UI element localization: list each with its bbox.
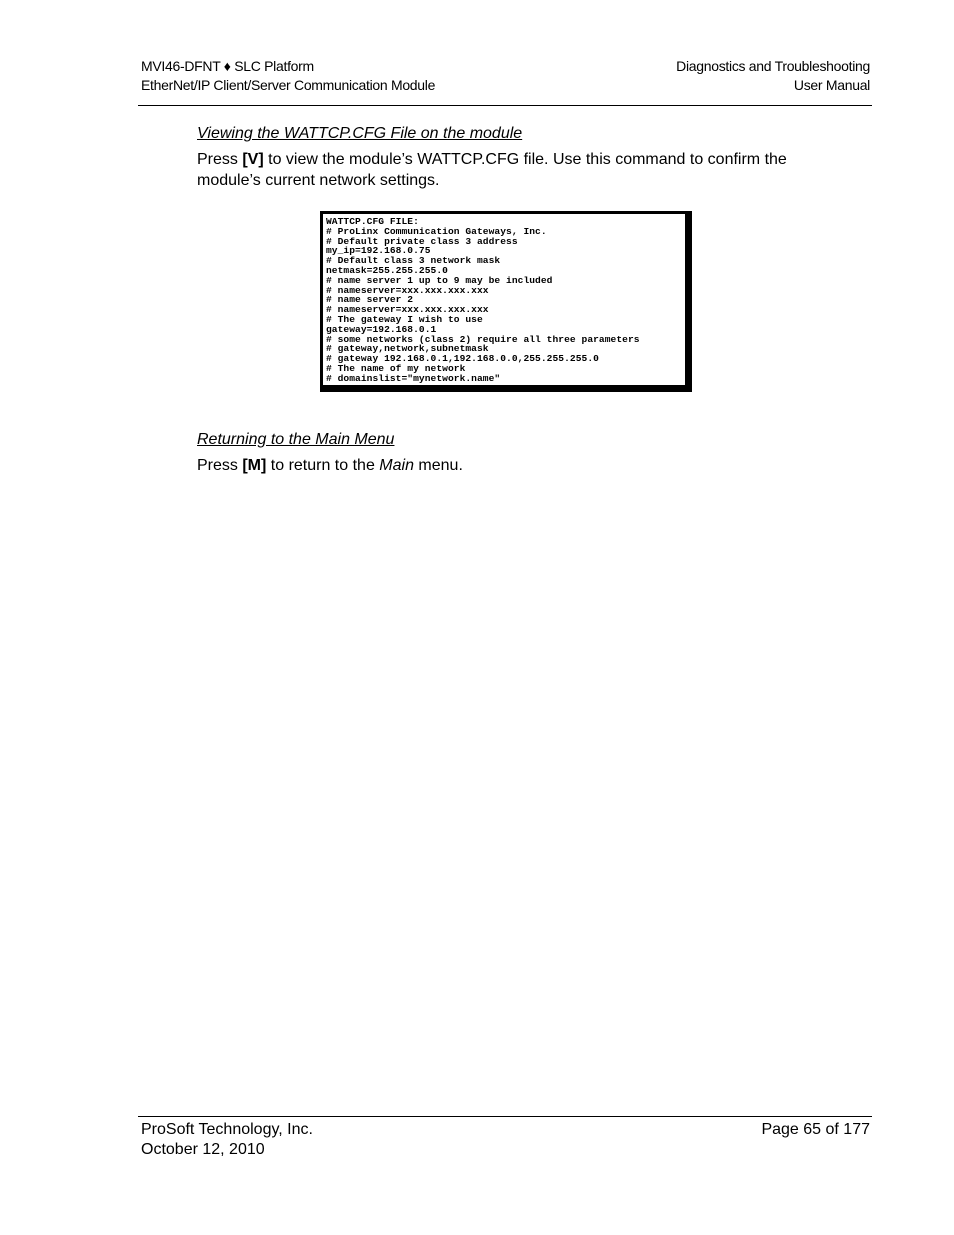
header-left [141, 57, 435, 95]
header-product: MVI46-DFNT ♦ SLC Platform [141, 58, 314, 74]
terminal-line: # Default class 3 network mask [326, 255, 501, 267]
section-paragraph-wattcp [197, 149, 837, 191]
header-module: EtherNet/IP Client/Server Communication Module [141, 77, 436, 93]
terminal-line: netmask=255.255.255.0 [326, 264, 448, 276]
terminal-line: # some networks (class 2) require all three parameters [326, 333, 640, 345]
key-m: [M] [242, 457, 267, 474]
para-text-end: menu. [413, 457, 463, 474]
terminal-line: gateway=192.168.0.1 [326, 323, 437, 335]
footer-date: October 12, 2010 [141, 1141, 265, 1158]
footer-divider [138, 1116, 872, 1117]
footer-company: ProSoft Technology, Inc. [141, 1121, 313, 1138]
terminal-line: # Default private class 3 address [326, 235, 518, 247]
terminal-line: # The name of my network [326, 362, 466, 374]
footer-left [141, 1120, 313, 1160]
section-title-main-menu: Returning to the Main Menu [197, 431, 395, 448]
menu-name: Main [379, 457, 414, 474]
terminal-line: # gateway,network,subnetmask [326, 343, 489, 355]
terminal-line: WATTCP.CFG FILE: [326, 216, 419, 227]
para-text-press: Press [197, 151, 243, 168]
header-chapter: Diagnostics and Troubleshooting [676, 58, 870, 74]
key-v: [V] [242, 151, 264, 168]
header-right [676, 57, 870, 95]
section-paragraph-main-menu [197, 455, 837, 476]
para-text-middle: to return to the [266, 457, 380, 474]
terminal-line: my_ip=192.168.0.75 [326, 245, 431, 257]
terminal-line: # The gateway I wish to use [326, 313, 483, 325]
terminal-line: # gateway 192.168.0.1,192.168.0.0,255.255.255.0 [326, 353, 599, 365]
header-doc-type: User Manual [793, 77, 870, 93]
header-divider [138, 105, 872, 106]
para-text-rest: to view the module’s WATTCP.CFG file. Use this command to confirm the module’s current network settings. [197, 151, 787, 189]
terminal-output [323, 214, 685, 385]
section-title-wattcp: Viewing the WATTCP.CFG File on the module [197, 125, 523, 142]
terminal-line: # name server 1 up to 9 may be included [326, 274, 553, 286]
terminal-screenshot [320, 211, 692, 392]
terminal-line: # name server 2 [326, 294, 414, 306]
terminal-line: # nameserver=xxx.xxx.xxx.xxx [326, 304, 489, 316]
terminal-line: # domainslist="mynetwork.name" [326, 372, 501, 384]
footer-page-number: Page 65 of 177 [761, 1121, 870, 1138]
terminal-line: # nameserver=xxx.xxx.xxx.xxx [326, 284, 489, 296]
terminal-line: # ProLinx Communication Gateways, Inc. [326, 225, 547, 237]
para-text-press: Press [197, 457, 243, 474]
